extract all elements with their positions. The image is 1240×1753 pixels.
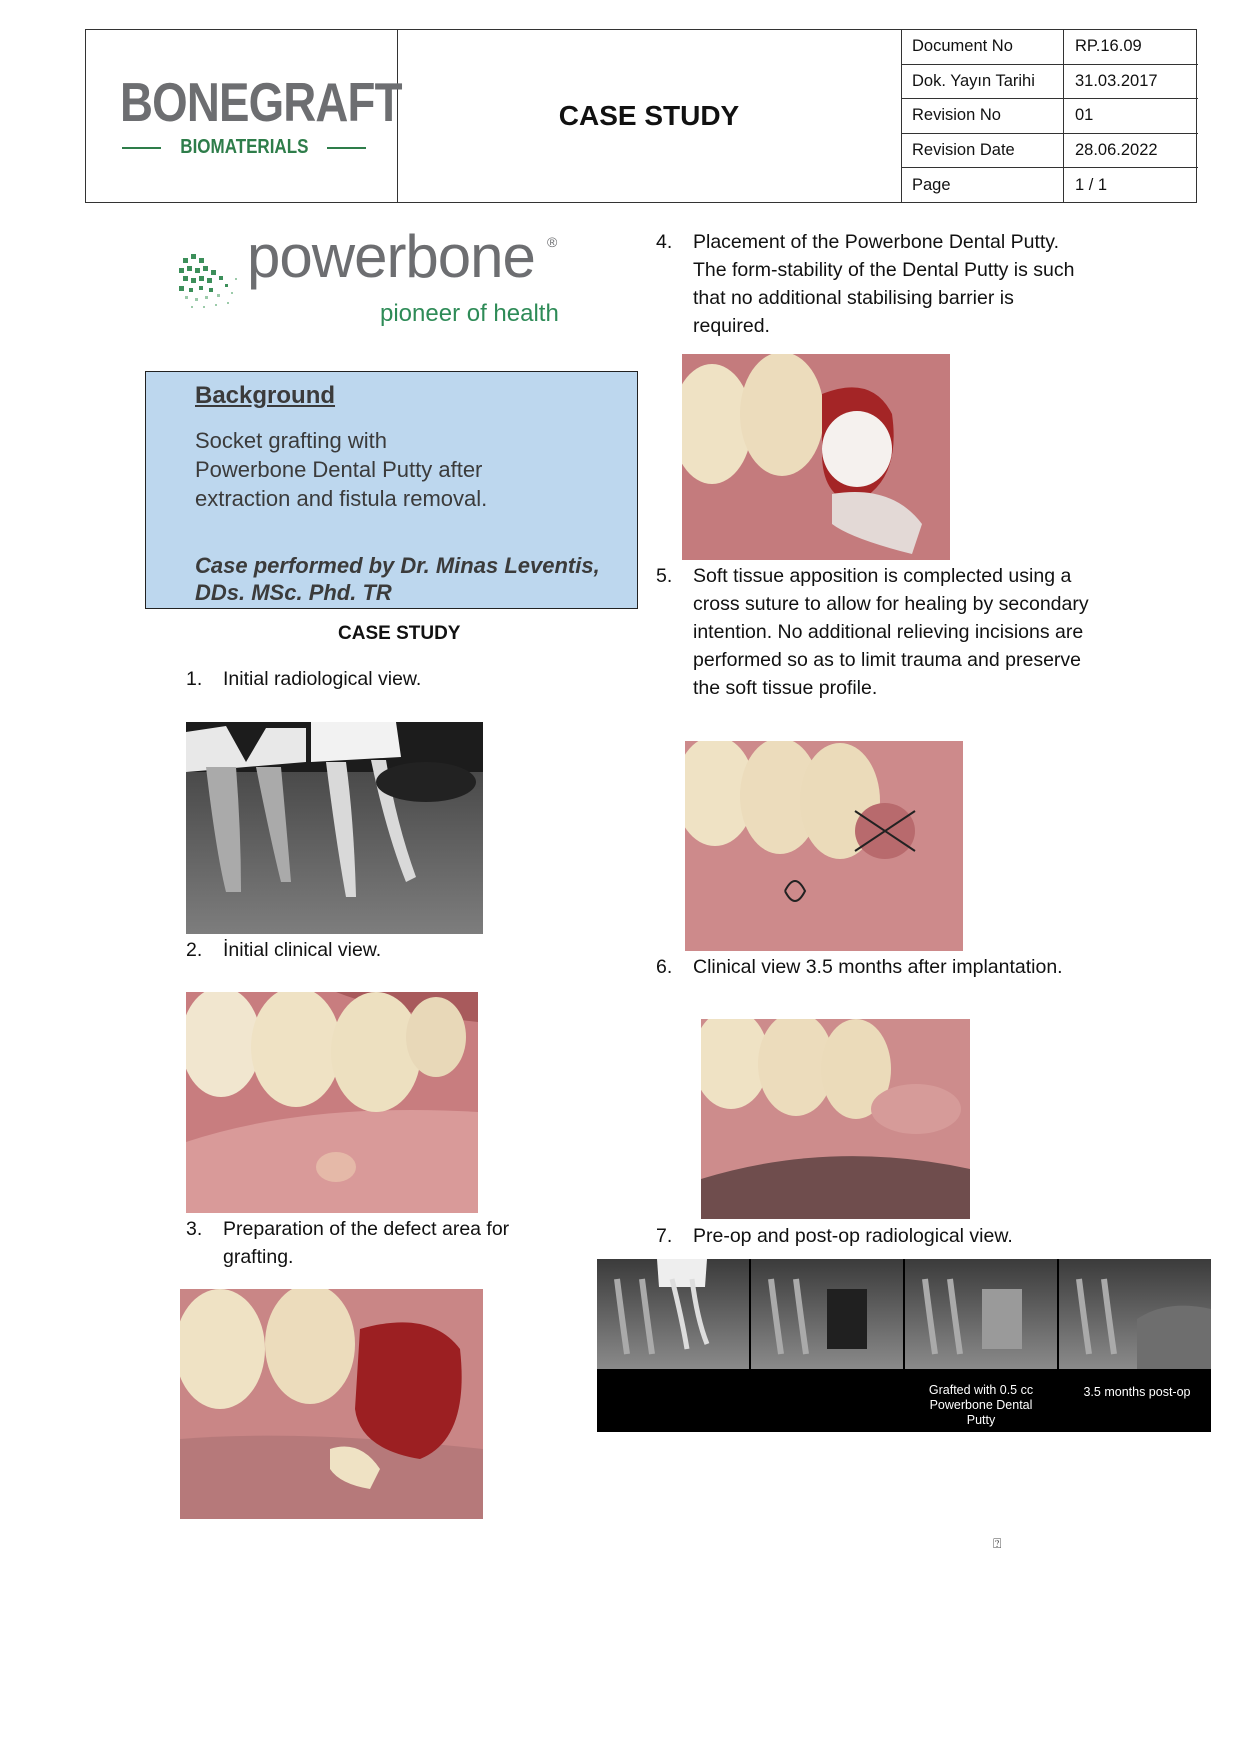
step-6-healed-image <box>701 1019 970 1219</box>
step-2: 2. İnitial clinical view. <box>186 939 382 961</box>
powerbone-tagline: pioneer of health <box>380 300 559 327</box>
footer-glyph: ⍰ <box>993 1535 1002 1551</box>
step-6: 6. Clinical view 3.5 months after implantation. <box>656 956 1063 978</box>
bonegraft-logo <box>86 30 402 202</box>
background-heading: Background <box>195 382 336 409</box>
header-title: CASE STUDY <box>397 30 902 202</box>
step-4-placement-image <box>682 354 950 560</box>
powerbone-wordmark: powerbone <box>247 223 535 290</box>
step-7: 7. Pre-op and post-op radiological view. <box>656 1225 1013 1247</box>
meta-row: Revision Date 28.06.2022 <box>901 134 1198 169</box>
document-header <box>85 29 1197 203</box>
step-5: 5. Soft tissue apposition is complected using a cross suture to allow for healing by secondary intention. No additional relieving incisions are performed so as to limit trauma and preserve the soft tissue profile. <box>656 565 1089 699</box>
xray-caption-grafted: Grafted with 0.5 cc Powerbone Dental Putty <box>928 1383 1034 1427</box>
powerbone-dots-icon <box>175 248 245 318</box>
background-box <box>145 371 638 609</box>
meta-row: Page 1 / 1 <box>901 168 1198 203</box>
bonegraft-logo-brand: BONEGRAFT <box>120 71 402 133</box>
step-3-preparation-image <box>180 1289 483 1519</box>
step-2-clinical-image <box>186 992 478 1213</box>
case-study-subtitle: CASE STUDY <box>338 623 461 644</box>
registered-mark: ® <box>547 234 558 250</box>
xray-caption-post-op: 3.5 months post-op <box>1083 1385 1191 1399</box>
step-4: 4. Placement of the Powerbone Dental Putty. The form-stability of the Dental Putty is such that no additional stabilising barrier is required. <box>656 231 1075 337</box>
step-3: 3. Preparation of the defect area for grafting. <box>186 1218 510 1268</box>
bonegraft-logo-sub: BIOMATERIALS <box>122 136 366 159</box>
step-5-suture-image <box>685 741 963 951</box>
meta-row: Dok. Yayın Tarihi 31.03.2017 <box>901 65 1198 100</box>
document-meta-table <box>901 30 1198 202</box>
background-credit: Case performed by Dr. Minas Leventis, DDs. MSc. Phd. TR <box>195 553 600 605</box>
background-text: Socket grafting with Powerbone Dental Putty after extraction and fistula removal. <box>195 428 488 511</box>
meta-row: Revision No 01 <box>901 99 1198 134</box>
step-1-xray-image <box>186 722 483 934</box>
powerbone-logo <box>175 223 575 338</box>
pre-post-xray-strip <box>597 1259 1211 1432</box>
step-1: 1. Initial radiological view. <box>186 668 422 690</box>
meta-row: Document No RP.16.09 <box>901 30 1198 65</box>
